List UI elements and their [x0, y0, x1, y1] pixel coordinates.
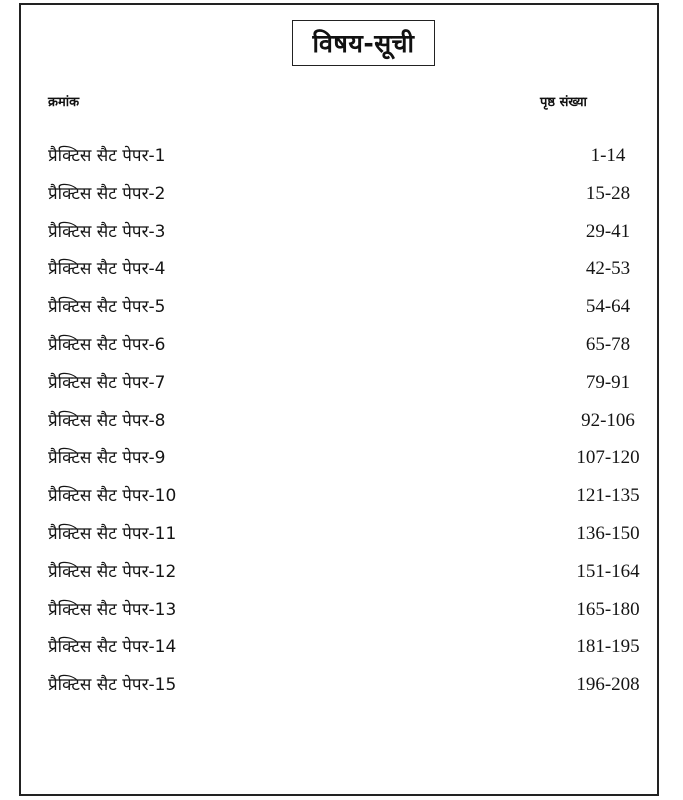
entry-page-range: 92-106: [581, 409, 635, 431]
entry-title: प्रैक्टिस सैट पेपर-9: [48, 448, 166, 469]
entry-page-range: 1-14: [590, 145, 626, 166]
entry-title: प्रैक्टिस सैट पेपर-12: [48, 561, 177, 582]
toc-entry[interactable]: [0, 408, 683, 446]
entry-title: प्रैक्टिस सैट पेपर-6: [48, 334, 166, 355]
toc-entry[interactable]: [0, 597, 683, 635]
toc-entry[interactable]: [0, 256, 683, 294]
table-of-contents: [0, 143, 683, 710]
entry-page-range: 65-78: [585, 333, 631, 355]
toc-entry[interactable]: [0, 143, 683, 181]
toc-entry[interactable]: [0, 483, 683, 521]
page-title: विषय-सूची: [292, 20, 435, 66]
toc-entry[interactable]: [0, 332, 683, 370]
entry-title: प्रैक्टिस सैट पेपर-11: [48, 523, 177, 544]
entry-title: प्रैक्टिस सैट पेपर-5: [48, 297, 166, 318]
toc-entry[interactable]: [0, 294, 683, 332]
entry-page-range: 54-64: [585, 296, 631, 318]
entry-title: प्रैक्टिस सैट पेपर-13: [48, 599, 177, 620]
toc-entry[interactable]: [0, 370, 683, 408]
entry-title: प्रैक्टिस सैट पेपर-14: [48, 637, 177, 658]
toc-entry[interactable]: [0, 181, 683, 219]
pages-column-header: पृष्ठ संख्या: [540, 95, 587, 110]
entry-title: प्रैक्टिस सैट पेपर-1: [48, 146, 166, 166]
entry-title: प्रैक्टिस सैट पेपर-7: [48, 372, 166, 393]
entry-page-range: 29-41: [585, 220, 631, 242]
entry-page-range: 79-91: [585, 371, 631, 393]
toc-entry[interactable]: [0, 672, 683, 710]
toc-entry[interactable]: [0, 445, 683, 483]
entry-page-range: 42-53: [585, 258, 631, 280]
entry-title: प्रैक्टिस सैट पेपर-8: [48, 410, 166, 431]
entry-page-range: 181-195: [576, 636, 640, 658]
toc-entry[interactable]: [0, 521, 683, 559]
toc-entry[interactable]: [0, 634, 683, 672]
serial-column-header: क्रमांक: [48, 95, 80, 110]
toc-entry[interactable]: [0, 219, 683, 257]
entry-page-range: 196-208: [576, 674, 640, 696]
entry-page-range: 15-28: [585, 182, 631, 204]
toc-entry[interactable]: [0, 559, 683, 597]
entry-page-range: 165-180: [576, 598, 640, 620]
entry-title: प्रैक्टिस सैट पेपर-10: [48, 486, 177, 507]
entry-page-range: 107-120: [576, 447, 640, 469]
entry-page-range: 151-164: [576, 560, 640, 582]
entry-page-range: 136-150: [576, 522, 640, 544]
entry-title: प्रैक्टिस सैट पेपर-3: [48, 221, 166, 242]
entry-page-range: 121-135: [576, 485, 640, 507]
entry-title: प्रैक्टिस सैट पेपर-4: [48, 259, 166, 280]
entry-title: प्रैक्टिस सैट पेपर-15: [48, 675, 177, 696]
entry-title: प्रैक्टिस सैट पेपर-2: [48, 183, 166, 204]
